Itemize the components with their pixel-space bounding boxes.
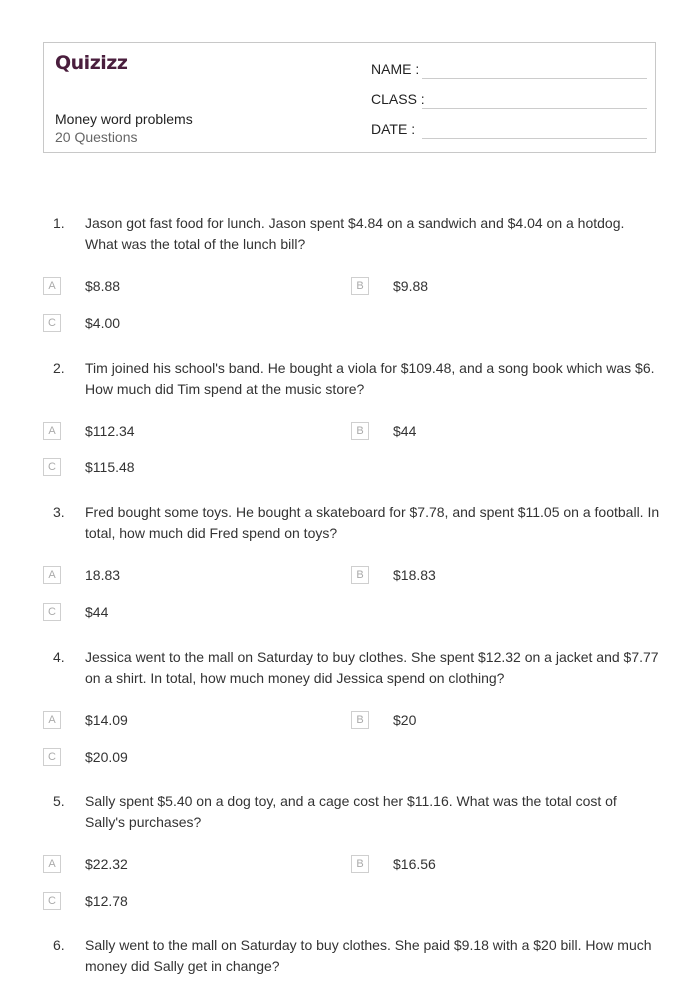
- worksheet-title: Money word problems: [55, 111, 193, 127]
- option-letter: B: [351, 566, 369, 584]
- option-letter: C: [43, 314, 61, 332]
- option-text: $44: [393, 423, 417, 439]
- question-text: Tim joined his school's band. He bought a viola for $109.48, and a song book which was $6. How much did Tim spend at the music store?: [85, 360, 655, 397]
- option-letter: B: [351, 277, 369, 295]
- option-letter: B: [351, 711, 369, 729]
- option-letter: A: [43, 277, 61, 295]
- name-field[interactable]: [422, 78, 647, 79]
- question-number: 2.: [53, 360, 65, 376]
- option-letter: B: [351, 855, 369, 873]
- question-number: 6.: [53, 937, 65, 953]
- option-text: $9.88: [393, 278, 429, 294]
- question-number: 5.: [53, 793, 65, 809]
- worksheet-header: [43, 42, 656, 153]
- option-letter: C: [43, 748, 61, 766]
- question-text: Sally spent $5.40 on a dog toy, and a cage cost her $11.16. What was the total cost of Sally's purchases?: [85, 793, 617, 830]
- option-text: 18.83: [85, 567, 121, 583]
- class-label: CLASS :: [371, 91, 425, 107]
- question-number: 1.: [53, 215, 65, 231]
- option-text: $22.32: [85, 856, 128, 872]
- question-text: Sally went to the mall on Saturday to buy clothes. She paid $9.18 with a $20 bill. How much money did Sally get in change?: [85, 937, 652, 974]
- option-letter: C: [43, 458, 61, 476]
- name-label: NAME :: [371, 61, 420, 77]
- question-text: Fred bought some toys. He bought a skateboard for $7.78, and spent $11.05 on a football. In total, how much did Fred spend on toys?: [85, 504, 660, 541]
- date-label: DATE :: [371, 121, 416, 137]
- option-letter: A: [43, 855, 61, 873]
- question-text: Jessica went to the mall on Saturday to buy clothes. She spent $12.32 on a jacket and $7.77 on a shirt. In total, how much money did Jessica spend on clothing?: [85, 649, 659, 686]
- option-text: $20.09: [85, 749, 128, 765]
- option-text: $4.00: [85, 315, 121, 331]
- option-letter: C: [43, 892, 61, 910]
- option-letter: B: [351, 422, 369, 440]
- date-field[interactable]: [422, 138, 647, 139]
- option-text: $12.78: [85, 893, 128, 909]
- option-letter: A: [43, 422, 61, 440]
- option-letter: A: [43, 711, 61, 729]
- question-number: 4.: [53, 649, 65, 665]
- option-letter: A: [43, 566, 61, 584]
- option-text: $8.88: [85, 278, 121, 294]
- question-number: 3.: [53, 504, 65, 520]
- option-letter: C: [43, 603, 61, 621]
- quizizz-logo: Quizizz: [55, 52, 128, 74]
- question-text: Jason got fast food for lunch. Jason spent $4.84 on a sandwich and $4.04 on a hotdog. What was the total of the lunch bill?: [85, 215, 625, 252]
- option-text: $115.48: [85, 459, 135, 475]
- option-text: $44: [85, 604, 109, 620]
- class-field[interactable]: [422, 108, 647, 109]
- option-text: $18.83: [393, 567, 436, 583]
- option-text: $112.34: [85, 423, 135, 439]
- question-count: 20 Questions: [55, 129, 138, 145]
- option-text: $14.09: [85, 712, 128, 728]
- option-text: $20: [393, 712, 417, 728]
- option-text: $16.56: [393, 856, 436, 872]
